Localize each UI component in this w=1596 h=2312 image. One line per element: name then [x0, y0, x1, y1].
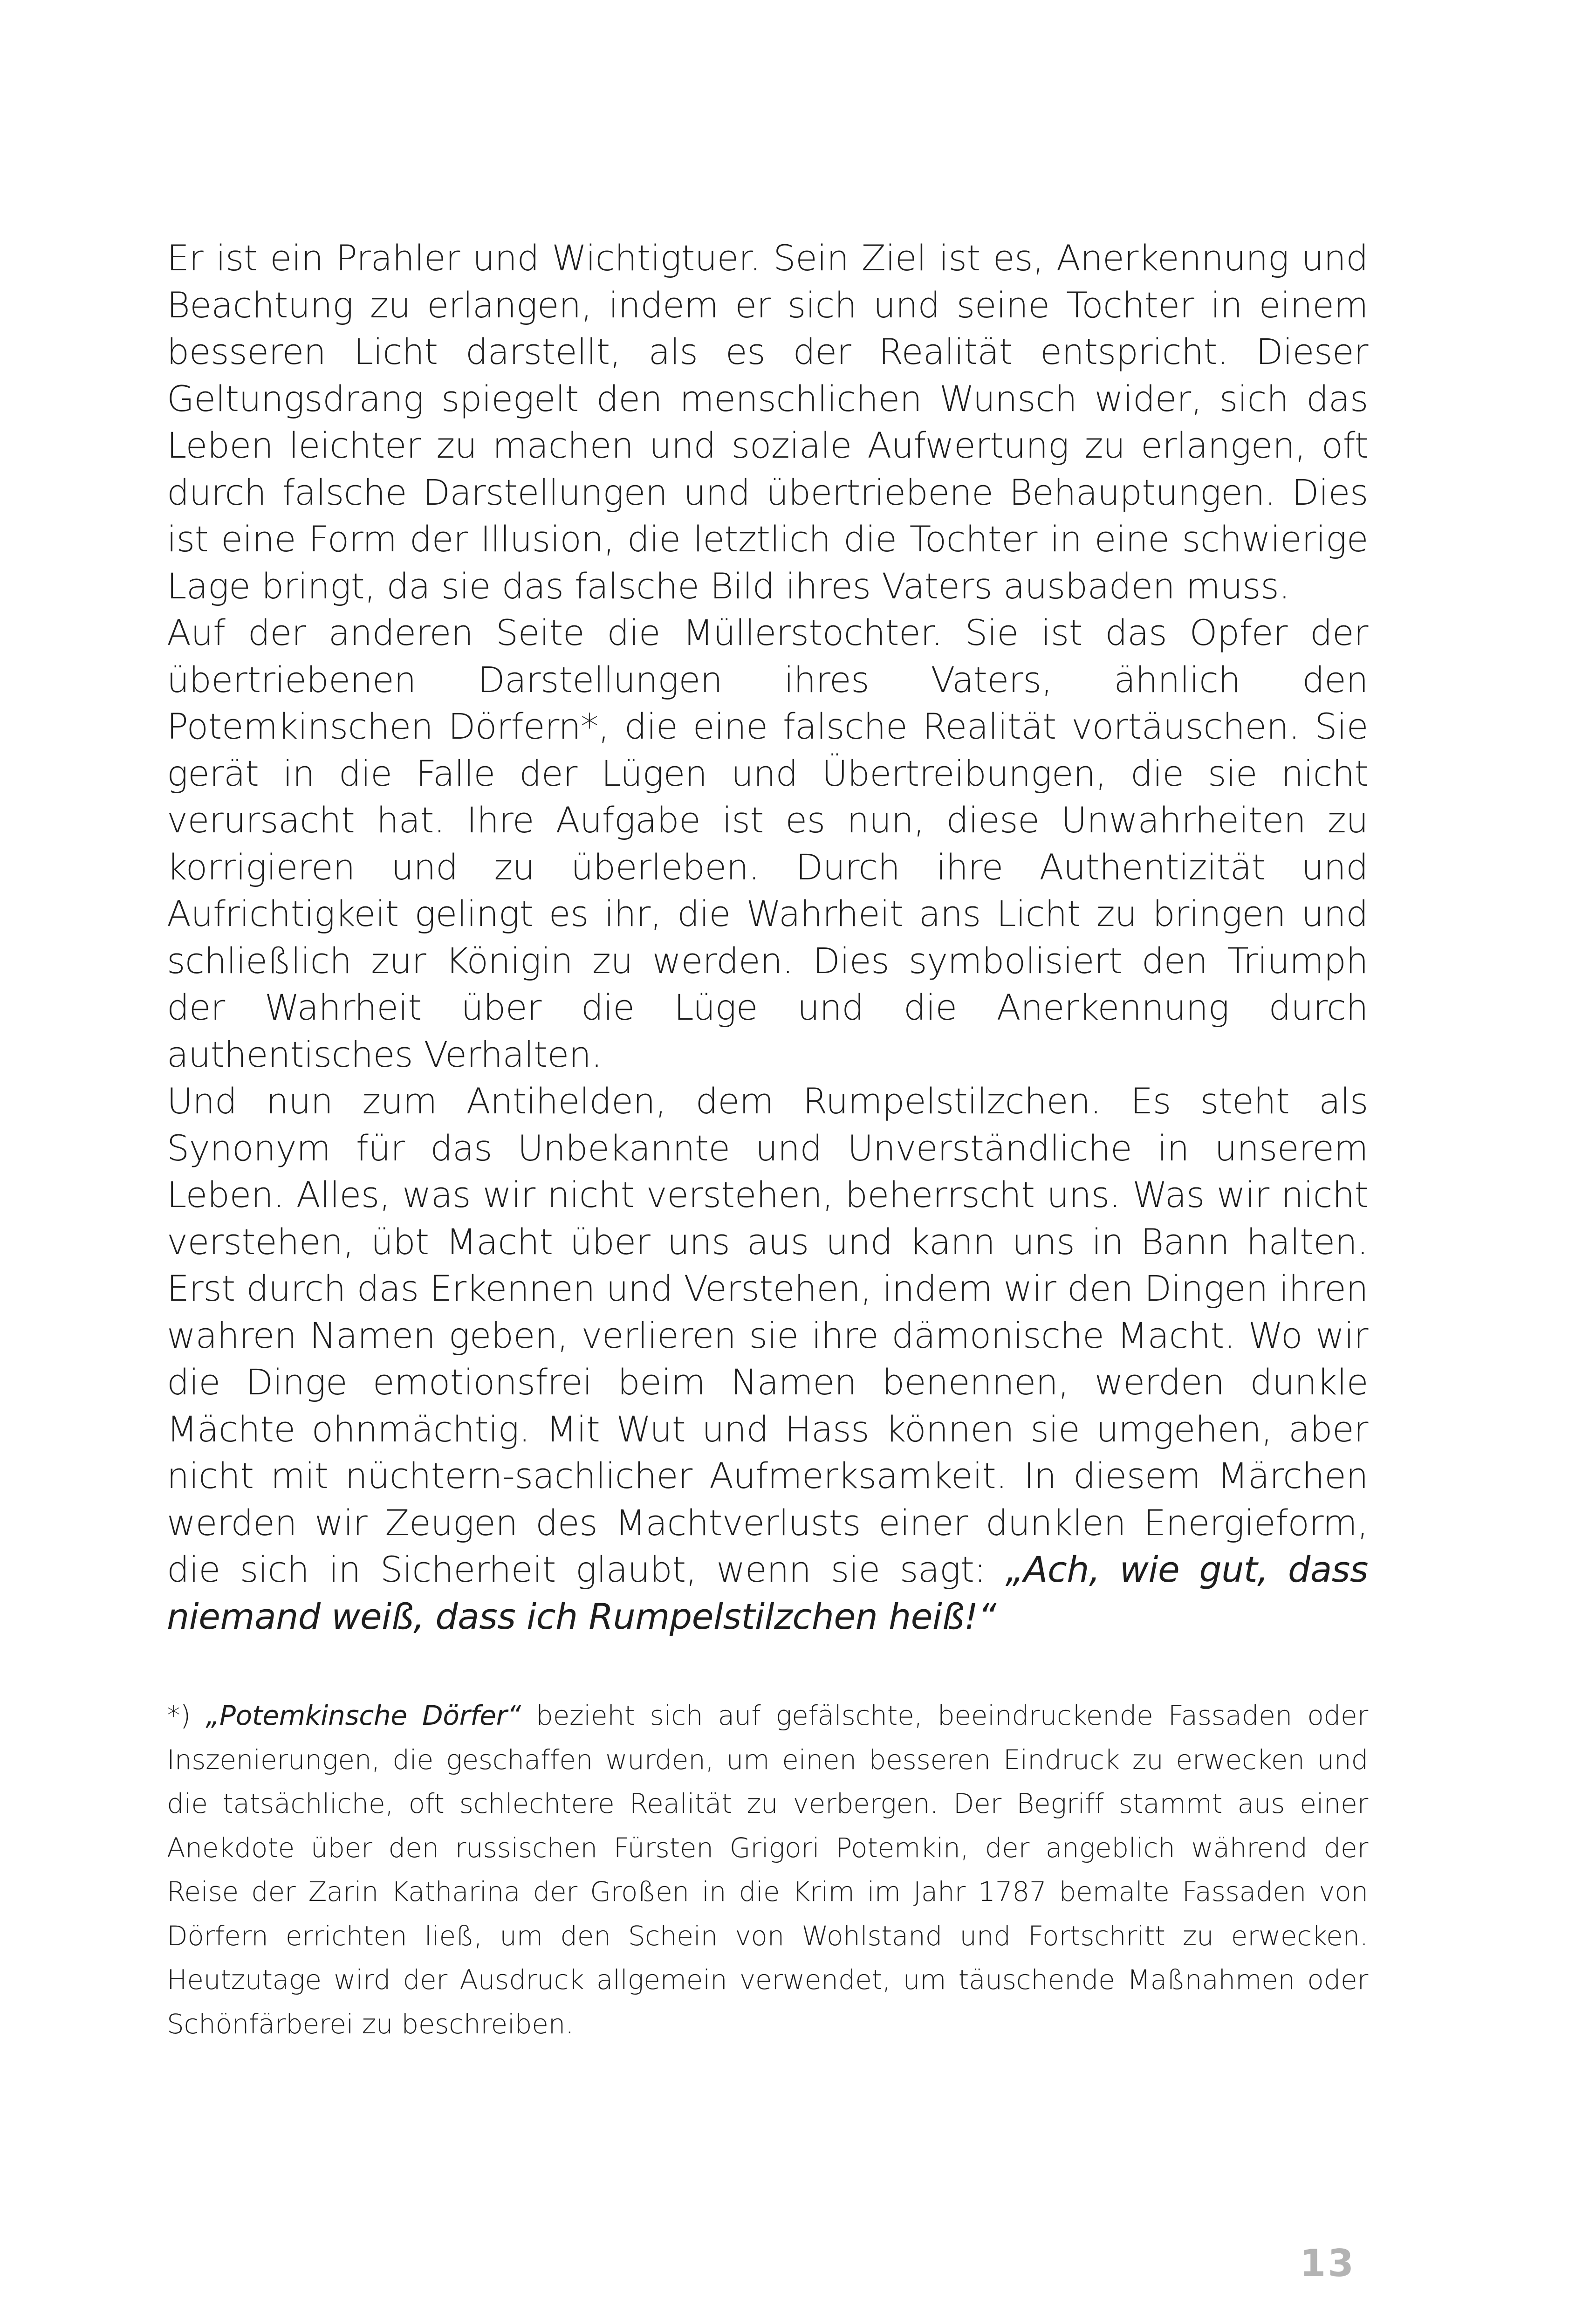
footnote-paragraph [167, 1694, 1368, 2046]
rumpelstilzchen-quote: „Ach, wie gut, dass niemand weiß, dass ich Rumpelstilzchen heiß!“ [167, 1549, 1368, 1637]
page-number: 13 [1300, 2242, 1356, 2285]
footnote-text: bezieht sich auf gefälschte, beeindruckende Fassaden oder Inszenierungen, die geschaffen wurden, um einen besseren Eindruck zu erwecken und die tatsächliche, oft schlechtere Realität zu verbergen. Der Begriff stammt aus einer Anekdote über den russischen Fürsten Grigori Potemkin, der angeblich während der Reise der Zarin Katharina der Großen in die Krim im Jahr 1787 bemalte Fassaden von Dörfern errichten ließ, um den Schein von Wohlstand und Fortschritt zu erwecken. Heutzutage wird der Ausdruck allgemein verwendet, um täuschende Maßnahmen oder Schönfärberei zu beschreiben. [167, 1700, 1368, 2040]
footnote-marker: *) [167, 1700, 206, 1731]
paragraph-1 [167, 235, 1368, 610]
footnote [167, 1694, 1368, 2046]
paragraph-3 [167, 1078, 1368, 1640]
paragraph-3-text: Und nun zum Antihelden, dem Rumpelstilzchen. Es steht als Synonym für das Unbekannte und Unverständliche in unserem Leben. Alles, was wir nicht verstehen, beherrscht uns. Was wir nicht verstehen, übt Macht über uns aus und kann uns in Bann halten. Erst durch das Erkennen und Verstehen, indem wir den Dingen ihren wahren Namen geben, verlieren sie ihre dämonische Macht. Wo wir die Dinge emotionsfrei beim Namen benennen, werden dunkle Mächte ohnmächtig. Mit Wut und Hass können sie umgehen, aber nicht mit nüchtern-sachlicher Aufmerksamkeit. In diesem Märchen werden wir Zeugen des Machtverlusts einer dunklen Energieform, die sich in Sicherheit glaubt, wenn sie sagt: [167, 1080, 1368, 1590]
body-text [167, 235, 1368, 1640]
paragraph-2-text: Auf der anderen Seite die Müllerstochter. Sie ist das Opfer der übertriebenen Darstellungen ihres Vaters, ähnlich den Potemkinschen Dörfern*, die eine falsche Realität vortäuschen. Sie gerät in die Falle der Lügen und Übertreibungen, die sie nicht verursacht hat. Ihre Aufgabe ist es nun, diese Unwahrheiten zu korrigieren und zu überleben. Durch ihre Authentizität und Aufrichtigkeit gelingt es ihr, die Wahrheit ans Licht zu bringen und schließlich zur Königin zu werden. Dies symbolisiert den Triumph der Wahrheit über die Lüge und die Anerkennung durch authentisches Verhalten. [167, 612, 1368, 1075]
footnote-term: „Potemkinsche Dörfer“ [205, 1700, 521, 1731]
paragraph-2 [167, 610, 1368, 1078]
paragraph-1-text: Er ist ein Prahler und Wichtigtuer. Sein Ziel ist es, Anerkennung und Beachtung zu erlangen, indem er sich und seine Tochter in einem besseren Licht darstellt, als es der Realität entspricht. Dieser Geltungsdrang spiegelt den menschlichen Wunsch wider, sich das Leben leichter zu machen und soziale Aufwertung zu erlangen, oft durch falsche Darstellungen und übertriebene Behauptungen. Dies ist eine Form der Illusion, die letztlich die Tochter in eine schwierige Lage bringt, da sie das falsche Bild ihres Vaters ausbaden muss. [167, 237, 1368, 607]
